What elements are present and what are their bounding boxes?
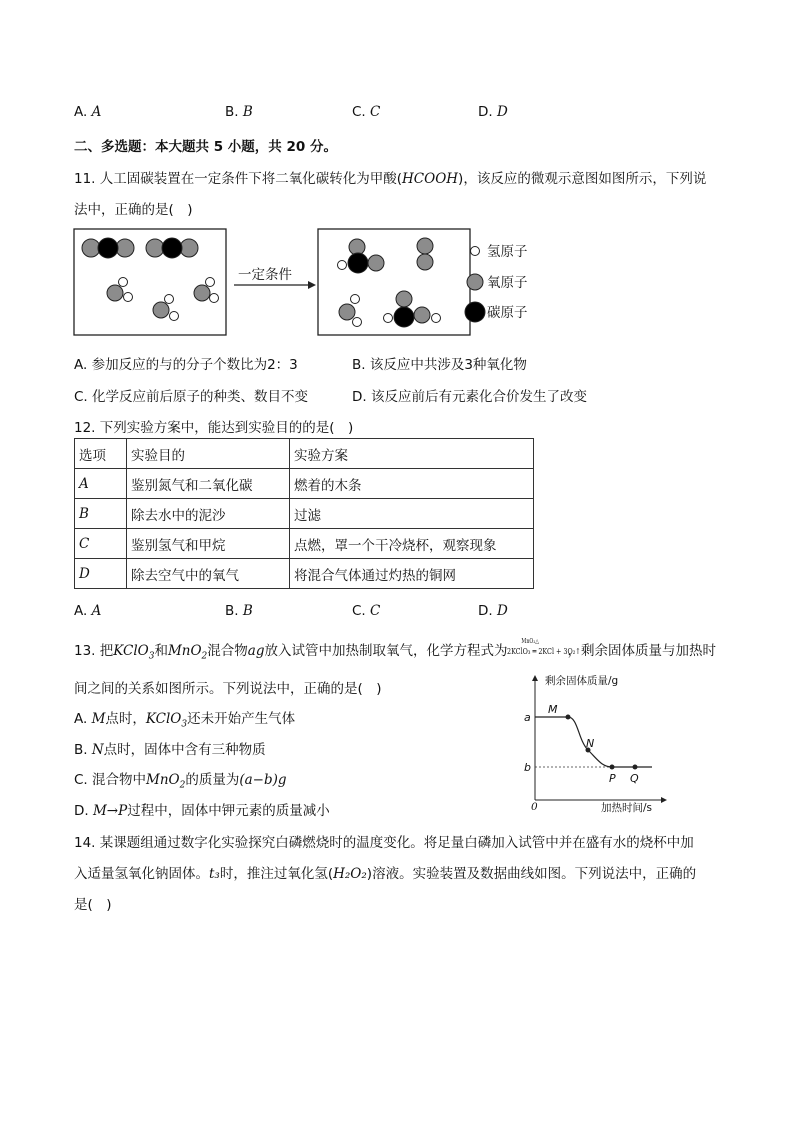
q12-option-a: A. A: [74, 603, 102, 619]
table-cell: D: [75, 559, 127, 589]
table-row: [75, 559, 534, 589]
q13-option-c: C. 混合物中MnO$_2$的质量为(a−b)g: [74, 772, 287, 791]
h2o-molecule: [107, 278, 133, 302]
q12-table: [74, 438, 534, 589]
y-tick-a: a: [524, 711, 531, 724]
table-header: 实验方案: [290, 439, 534, 469]
q14-stem-line2: 入适量氢氧化钠固体。t₃时，推注过氧化氢(H₂O₂)溶液。实验装置及数据曲线如图。下列说法中，正确的: [74, 866, 697, 882]
arrow-condition-label: 一定条件: [238, 267, 292, 283]
q12-option-d: D. D: [478, 603, 508, 619]
q12-option-c: C. C: [352, 603, 381, 619]
origin-label: 0: [531, 801, 538, 813]
q10-option-d: D. D: [478, 104, 508, 120]
q12-stem: 12. 下列实验方案中，能达到实验目的的是( ): [74, 420, 354, 436]
label-m: M: [548, 703, 558, 716]
table-row: [75, 529, 534, 559]
q11-option-a: A. 参加反应的与的分子个数比为2：3: [74, 357, 298, 373]
q14-stem-line1: 14. 某课题组通过数字化实验探究白磷燃烧时的温度变化。将足量白磷加入试管中并在盛有水的烧杯中加: [74, 835, 694, 851]
label-q: Q: [630, 772, 639, 785]
q12-option-b: B. B: [225, 603, 253, 619]
h2o-molecule: [153, 295, 179, 321]
table-cell: 鉴别氢气和甲烷: [127, 529, 290, 559]
q13-stem-line1: 13. 把KClO$_3$和MnO$_2$混合物ag放入试管中加热制取氧气，化学方程式为 MnO₂△ 2KClO₃ ═ 2KCl + 3O₂↑，剩余固体质量与加热时: [74, 637, 716, 662]
q10-option-c: C. C: [352, 104, 381, 120]
y-tick-b: b: [524, 761, 531, 774]
table-cell: B: [75, 499, 127, 529]
x-axis-label: 加热时间/s: [601, 802, 653, 814]
q11-stem-line1: 11. 人工固碳装置在一定条件下将二氧化碳转化为甲酸(HCOOH)，该反应的微观示意图如图所示，下列说: [74, 171, 707, 187]
table-row: [75, 499, 534, 529]
legend: [465, 244, 528, 322]
chemical-equation: MnO₂△ 2KClO₃ ═ 2KCl + 3O₂↑: [507, 637, 582, 656]
carbon-atom-icon: [465, 302, 485, 322]
hcooh-molecule: [338, 239, 385, 273]
co2-molecule: [82, 238, 134, 258]
y-axis-label: 剩余固体质量/g: [545, 675, 619, 687]
hydrogen-atom-icon: [471, 247, 480, 256]
table-cell: 除去空气中的氧气: [127, 559, 290, 589]
h2o-molecule: [194, 278, 219, 303]
q11-option-b: B. 该反应中共涉及3种氧化物: [352, 357, 527, 373]
q14-stem-line3: 是( ): [74, 897, 112, 913]
q13-option-b: B. N点时，固体中含有三种物质: [74, 742, 266, 758]
q11-reaction-diagram: [72, 227, 552, 339]
table-cell: 过滤: [290, 499, 534, 529]
table-cell: 点燃，罩一个干冷烧杯，观察现象: [290, 529, 534, 559]
table-cell: A: [75, 469, 127, 499]
oxygen-atom-icon: [467, 274, 483, 290]
q11-option-c: C. 化学反应前后原子的种类、数目不变: [74, 389, 309, 405]
table-header-row: [75, 439, 534, 469]
table-row: [75, 469, 534, 499]
label-p: P: [609, 772, 616, 785]
table-header: 实验目的: [127, 439, 290, 469]
q11-option-d: D. 该反应前后有元素化合价发生了改变: [352, 389, 587, 405]
point-p: [610, 765, 615, 770]
point-q: [633, 765, 638, 770]
q13-option-d: D. M→P过程中，固体中钾元素的质量减小: [74, 803, 330, 819]
table-cell: 除去水中的泥沙: [127, 499, 290, 529]
hcooh-molecule: [384, 291, 441, 327]
legend-hydrogen: 氢原子: [487, 244, 528, 260]
table-cell: 鉴别氮气和二氧化碳: [127, 469, 290, 499]
co2-molecule: [146, 238, 198, 258]
q13-stem-line2: 间之间的关系如图所示。下列说法中，正确的是( ): [74, 681, 382, 697]
section-heading: 二、多选题：本大题共 5 小题，共 20 分。: [74, 139, 337, 155]
q11-stem-line2: 法中，正确的是( ): [74, 202, 193, 218]
table-cell: C: [75, 529, 127, 559]
table-cell: 燃着的木条: [290, 469, 534, 499]
legend-carbon: 碳原子: [487, 305, 528, 321]
point-m: [566, 715, 571, 720]
label-n: N: [586, 737, 595, 750]
q13-option-a: A. M点时，KClO$_3$还未开始产生气体: [74, 711, 296, 730]
table-cell: 将混合气体通过灼热的铜网: [290, 559, 534, 589]
q10-option-a: A. A: [74, 104, 102, 120]
q10-option-b: B. B: [225, 104, 253, 120]
legend-oxygen: 氧原子: [487, 275, 528, 291]
o2-molecule: [417, 238, 433, 270]
table-header: 选项: [75, 439, 127, 469]
q13-mass-time-chart: [516, 668, 676, 816]
hcooh-molecule: [339, 295, 362, 327]
